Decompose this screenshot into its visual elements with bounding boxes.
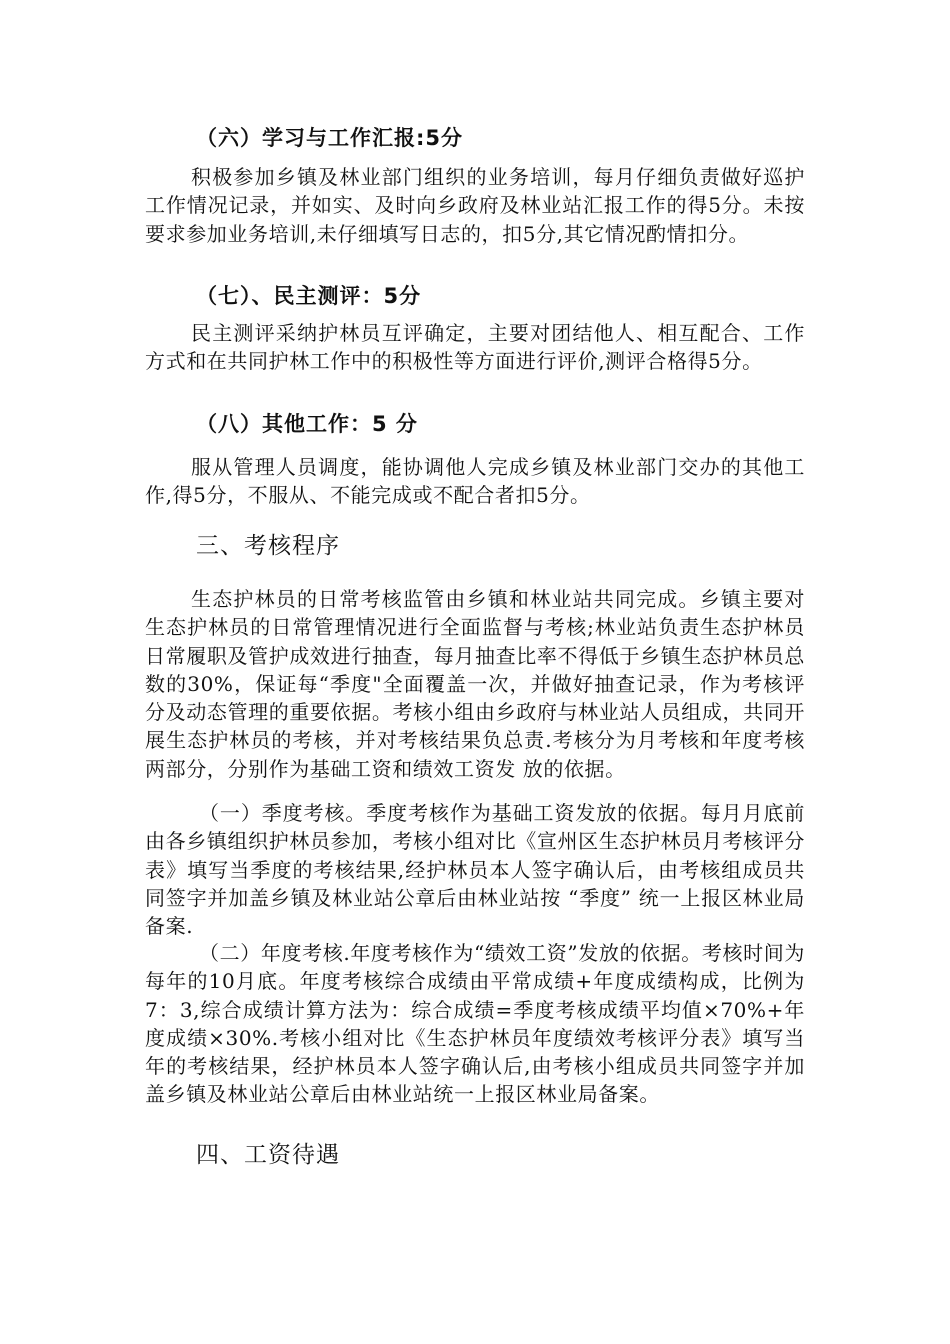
paragraph-annual-assessment: （二）年度考核.年度考核作为“绩效工资”发放的依据。考核时间为每年的10月底。年度考核综合成绩由平常成绩+年度成绩构成，比例为7：3,综合成绩计算方法为：综合成绩=季度考核成绩平均值×70%+年度成绩×30%.考核小组对比《生态护林员年度绩效考核评分表》填写当年的考核结果，经护林员本人签字确认后,由考核小组成员共同签字并加盖乡镇及林业站公章后由林业站统一上报区林业局备案。 xyxy=(145,941,805,1107)
paragraph-democratic-evaluation: 民主测评采纳护林员互评确定，主要对团结他人、相互配合、工作方式和在共同护林工作中的积极性等方面进行评价,测评合格得5分。 xyxy=(145,321,805,374)
paragraph-study-report: 积极参加乡镇及林业部门组织的业务培训，每月仔细负责做好巡护工作情况记录，并如实、及时向乡政府及林业站汇报工作的得5分。未按要求参加业务培训,未仔细填写日志的，扣5分,其它情况酌情扣分。 xyxy=(145,165,805,246)
heading-study-report: （六）学习与工作汇报:5分 xyxy=(196,126,464,150)
paragraph-procedure: 生态护林员的日常考核监管由乡镇和林业站共同完成。乡镇主要对生态护林员的日常管理情况进行全面监督与考核;林业站负责生态护林员日常履职及管护成效进行抽查，每月抽查比率不得低于乡镇生态护林员总数的30%，保证每“季度"全面覆盖一次，并做好抽查记录，作为考核评分及动态管理的重要依据。考核小组由乡政府与林业站人员组成，共同开展生态护林员的考核，并对考核结果负总责.考核分为月考核和年度考核两部分，分别作为基础工资和绩效工资发 放的依据。 xyxy=(145,587,805,781)
section-title-wages: 四、工资待遇 xyxy=(196,1142,340,1168)
heading-democratic-evaluation: （七）、民主测评：5分 xyxy=(196,284,422,308)
paragraph-other-work: 服从管理人员调度，能协调他人完成乡镇及林业部门交办的其他工作,得5分，不服从、不能完成或不配合者扣5分。 xyxy=(145,455,805,508)
paragraph-quarterly-assessment: （一）季度考核。季度考核作为基础工资发放的依据。每月月底前由各乡镇组织护林员参加，考核小组对比《宣州区生态护林员月考核评分表》填写当季度的考核结果,经护林员本人签字确认后，由考核组成员共同签字并加盖乡镇及林业站公章后由林业站按 “季度” 统一上报区林业局备案. xyxy=(145,801,805,939)
heading-other-work: （八）其他工作：5 分 xyxy=(196,412,418,436)
section-title-procedure: 三、考核程序 xyxy=(196,533,340,559)
